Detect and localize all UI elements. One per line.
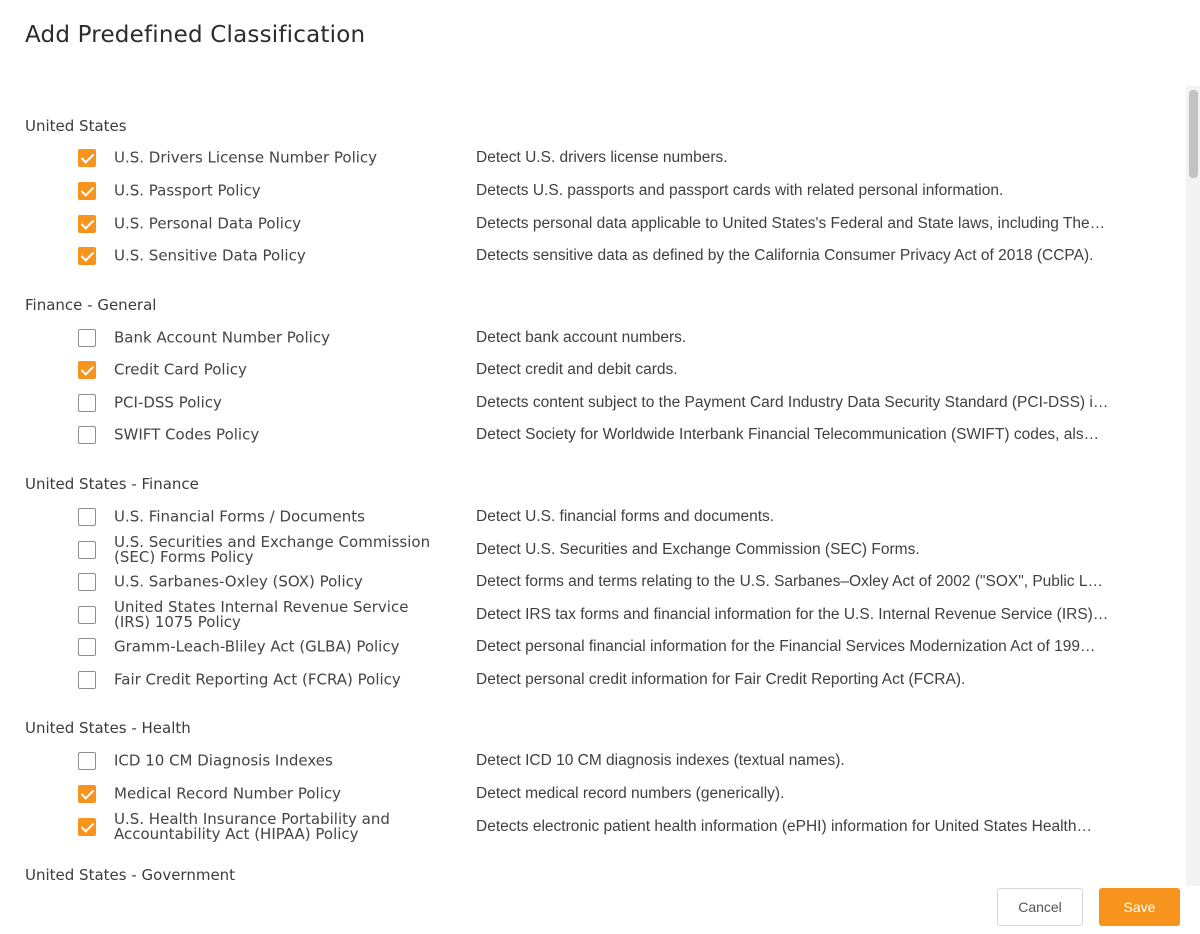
policy-name: Credit Card Policy <box>114 360 247 379</box>
policy-description: Detect bank account numbers. <box>476 329 687 346</box>
policy-row <box>0 745 1186 777</box>
policy-row <box>0 208 1186 240</box>
policy-description: Detects sensitive data as defined by the California Consumer Privacy Act of 2018 (CCPA). <box>476 247 1094 264</box>
policy-row <box>0 501 1186 533</box>
policy-checkbox[interactable] <box>78 182 96 200</box>
policy-checkbox[interactable] <box>78 508 96 526</box>
policy-row <box>0 142 1186 174</box>
policy-description: Detect personal credit information for Fair Credit Reporting Act (FCRA). <box>476 671 966 688</box>
policy-name: U.S. Financial Forms / Documents <box>114 507 365 526</box>
policy-name: United States Internal Revenue Service (IRS) 1075 Policy <box>114 598 409 631</box>
policy-name: ICD 10 CM Diagnosis Indexes <box>114 751 333 770</box>
policy-name: U.S. Health Insurance Portability and Accountability Act (HIPAA) Policy <box>114 810 390 843</box>
policy-description: Detect IRS tax forms and financial information for the U.S. Internal Revenue Service (IRS)… <box>476 606 1109 623</box>
scrollbar-track[interactable] <box>1186 86 1200 886</box>
policy-name: Gramm-Leach-Bliley Act (GLBA) Policy <box>114 637 400 656</box>
dialog-title: Add Predefined Classification <box>25 22 366 48</box>
policy-row <box>0 419 1186 451</box>
policy-row <box>0 240 1186 272</box>
policy-checkbox[interactable] <box>78 541 96 559</box>
policy-description: Detect ICD 10 CM diagnosis indexes (textual names). <box>476 752 845 769</box>
section-heading-us-finance: United States - Finance <box>25 475 199 493</box>
section-heading-us-government: United States - Government <box>25 866 236 884</box>
section-heading-united-states: United States <box>25 117 127 135</box>
policy-row <box>0 566 1186 598</box>
policy-description: Detects electronic patient health information (ePHI) information for United States Health… <box>476 818 1092 835</box>
policy-description: Detects personal data applicable to United States's Federal and State laws, including The… <box>476 215 1106 232</box>
section-heading-finance-general: Finance - General <box>25 296 157 314</box>
policy-checkbox[interactable] <box>78 329 96 347</box>
policy-row <box>0 534 1186 566</box>
policy-row <box>0 175 1186 207</box>
policy-checkbox[interactable] <box>78 785 96 803</box>
policy-row <box>0 387 1186 419</box>
policy-row <box>0 811 1186 843</box>
scrollbar-thumb[interactable] <box>1189 90 1198 178</box>
policy-description: Detect personal financial information for the Financial Services Modernization Act of 199… <box>476 638 1096 655</box>
policy-checkbox[interactable] <box>78 426 96 444</box>
policy-checkbox[interactable] <box>78 573 96 591</box>
policy-checkbox[interactable] <box>78 671 96 689</box>
policy-name: Medical Record Number Policy <box>114 784 341 803</box>
section-heading-us-health: United States - Health <box>25 719 191 737</box>
policy-name: U.S. Sarbanes-Oxley (SOX) Policy <box>114 572 363 591</box>
policy-description: Detect medical record numbers (generically). <box>476 785 785 802</box>
policy-checkbox[interactable] <box>78 606 96 624</box>
policy-name: PCI-DSS Policy <box>114 393 222 412</box>
policy-row <box>0 631 1186 663</box>
save-button[interactable]: Save <box>1099 888 1180 926</box>
policy-checkbox[interactable] <box>78 394 96 412</box>
policy-name: U.S. Passport Policy <box>114 181 261 200</box>
policy-row <box>0 322 1186 354</box>
policy-description: Detect Society for Worldwide Interbank Financial Telecommunication (SWIFT) codes, als… <box>476 426 1100 443</box>
policy-checkbox[interactable] <box>78 638 96 656</box>
policy-description: Detect credit and debit cards. <box>476 361 678 378</box>
policy-row <box>0 354 1186 386</box>
policy-name: SWIFT Codes Policy <box>114 425 260 444</box>
policy-checkbox[interactable] <box>78 361 96 379</box>
policy-checkbox[interactable] <box>78 149 96 167</box>
policy-list <box>0 96 1186 892</box>
policy-checkbox[interactable] <box>78 247 96 265</box>
policy-name: U.S. Drivers License Number Policy <box>114 148 378 167</box>
policy-row <box>0 778 1186 810</box>
policy-checkbox[interactable] <box>78 752 96 770</box>
policy-checkbox[interactable] <box>78 818 96 836</box>
policy-name: Bank Account Number Policy <box>114 328 330 347</box>
policy-description: Detects U.S. passports and passport cards with related personal information. <box>476 182 1004 199</box>
cancel-button[interactable]: Cancel <box>997 888 1083 926</box>
policy-name: U.S. Securities and Exchange Commission (SEC) Forms Policy <box>114 533 431 566</box>
policy-name: Fair Credit Reporting Act (FCRA) Policy <box>114 670 401 689</box>
policy-name: U.S. Personal Data Policy <box>114 214 302 233</box>
policy-description: Detect U.S. drivers license numbers. <box>476 149 728 166</box>
policy-description: Detect forms and terms relating to the U.S. Sarbanes–Oxley Act of 2002 ("SOX", Public L… <box>476 573 1103 590</box>
policy-description: Detects content subject to the Payment Card Industry Data Security Standard (PCI-DSS) i… <box>476 394 1109 411</box>
policy-checkbox[interactable] <box>78 215 96 233</box>
policy-description: Detect U.S. Securities and Exchange Commission (SEC) Forms. <box>476 541 920 558</box>
policy-row <box>0 664 1186 696</box>
policy-name: U.S. Sensitive Data Policy <box>114 246 306 265</box>
policy-row <box>0 599 1186 631</box>
policy-description: Detect U.S. financial forms and documents. <box>476 508 775 525</box>
